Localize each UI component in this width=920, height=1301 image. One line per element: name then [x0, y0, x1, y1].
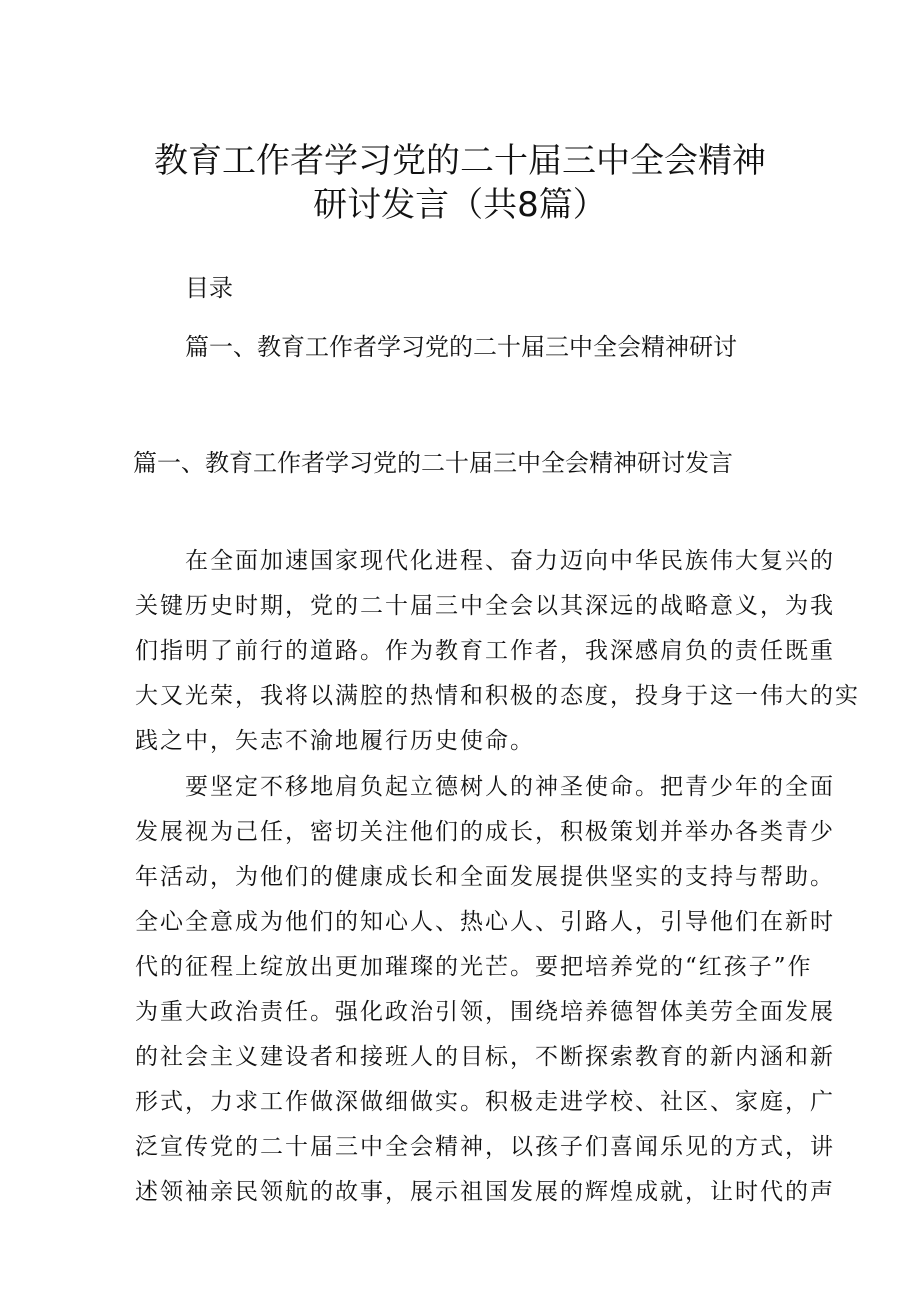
paragraph-line: 大又光荣，我将以满腔的热情和积极的态度，投身于这一伟大的实 — [135, 683, 860, 709]
paragraph-line: 在全面加速国家现代化进程、奋力迈向中华民族伟大复兴的 — [185, 548, 835, 574]
paragraph-line: 们指明了前行的道路。作为教育工作者，我深感肩负的责任既重 — [135, 638, 835, 664]
paragraph-line: 为重大政治责任。强化政治引领，围绕培养德智体美劳全面发展 — [135, 999, 835, 1025]
toc-heading: 目录 — [185, 274, 233, 302]
section-heading: 篇一、教育工作者学习党的二十届三中全会精神研讨发言 — [133, 449, 733, 477]
document-title-line-2: 研讨发言（共8篇） — [313, 185, 607, 225]
paragraph-line: 年活动，为他们的健康成长和全面发展提供坚实的支持与帮助。 — [135, 864, 835, 890]
paragraph-line: 述领袖亲民领航的故事，展示祖国发展的辉煌成就，让时代的声 — [135, 1179, 835, 1205]
paragraph-line: 践之中，矢志不渝地履行历史使命。 — [135, 728, 535, 754]
paragraph-2 — [135, 765, 835, 1215]
paragraph-line: 代的征程上绽放出更加璀璨的光芒。要把培养党的“红孩子”作 — [135, 954, 813, 980]
paragraph-line: 关键历史时期，党的二十届三中全会以其深远的战略意义，为我 — [135, 593, 835, 619]
document-title-line-1: 教育工作者学习党的二十届三中全会精神 — [154, 141, 766, 181]
toc-item: 篇一、教育工作者学习党的二十届三中全会精神研讨 — [185, 333, 737, 361]
paragraph-line: 发展视为己任，密切关注他们的成长，积极策划并举办各类青少 — [135, 819, 835, 845]
paragraph-line: 泛宣传党的二十届三中全会精神，以孩子们喜闻乐见的方式，讲 — [135, 1134, 835, 1160]
paragraph-1 — [135, 539, 860, 764]
paragraph-line: 全心全意成为他们的知心人、热心人、引路人，引导他们在新时 — [135, 909, 835, 935]
paragraph-line: 形式，力求工作做深做细做实。积极走进学校、社区、家庭，广 — [135, 1089, 835, 1115]
paragraph-line: 要坚定不移地肩负起立德树人的神圣使命。把青少年的全面 — [185, 774, 835, 800]
paragraph-line: 的社会主义建设者和接班人的目标，不断探索教育的新内涵和新 — [135, 1044, 835, 1070]
